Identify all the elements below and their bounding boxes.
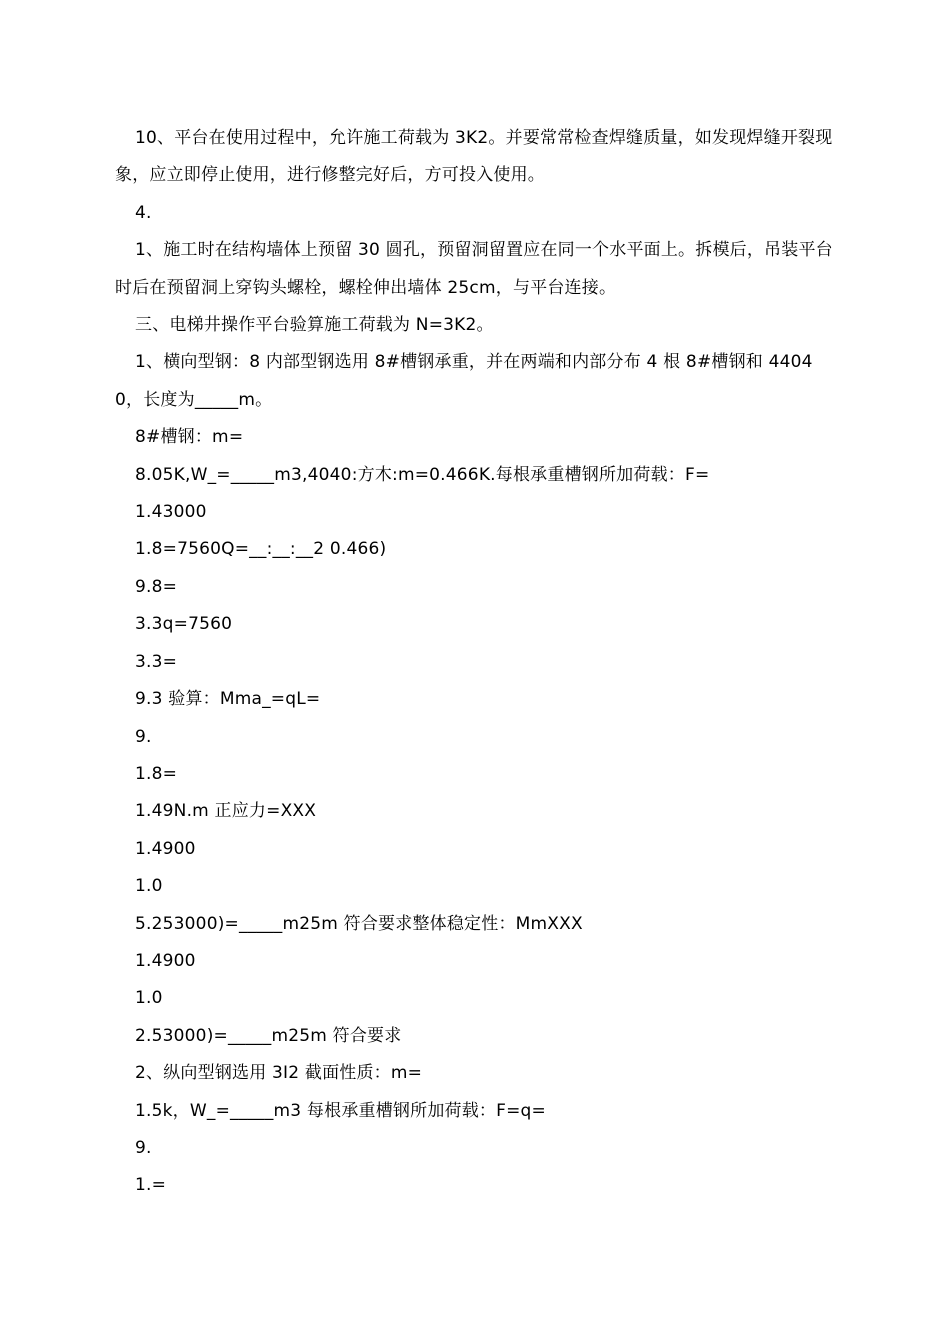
paragraph-9: 1.8=7560Q=__:__:__2 0.466) (135, 539, 387, 560)
paragraph-18: 1.0 (135, 876, 163, 897)
paragraph-6: 8#槽钢：m= (135, 427, 244, 448)
paragraph-7: 8.05K,W_=_____m3,4040:方木:m=0.466K.每根承重槽钢所加荷载：F= (135, 464, 710, 485)
paragraph-12: 3.3= (135, 651, 178, 672)
paragraph-15: 1.8= (135, 763, 178, 784)
paragraph-13: 9.3 验算：Mma_=qL= (135, 689, 321, 710)
paragraph-1: 10、平台在使用过程中，允许施工荷载为 3K2。并要常常检查焊缝质量，如发现焊缝开裂现象，应立即停止使用，进行修整完好后，方可投入使用。 (115, 128, 833, 186)
paragraph-14: 9. (135, 726, 152, 747)
paragraph-4: 三、电梯井操作平台验算施工荷载为 N=3K2。 (135, 315, 494, 336)
paragraph-22: 2.53000)=_____m25m 符合要求 (135, 1025, 402, 1046)
paragraph-25: 9. (135, 1137, 152, 1158)
paragraph-2: 4. (135, 202, 152, 223)
paragraph-11: 3.3q=7560 (135, 614, 233, 635)
paragraph-5: 1、横向型钢：8 内部型钢选用 8#槽钢承重，并在两端和内部分布 4 根 8#槽钢和 44040，长度为_____m。 (115, 352, 813, 410)
document-body (115, 120, 840, 1205)
paragraph-3: 1、施工时在结构墙体上预留 30 圆孔，预留洞留置应在同一个水平面上。拆模后，吊装平台时后在预留洞上穿钩头螺栓，螺栓伸出墙体 25cm，与平台连接。 (115, 240, 833, 298)
paragraph-24: 1.5k，W_=_____m3 每根承重槽钢所加荷载：F=q= (135, 1100, 546, 1121)
paragraph-23: 2、纵向型钢选用 3I2 截面性质：m= (135, 1063, 423, 1084)
paragraph-8: 1.43000 (135, 502, 207, 523)
paragraph-20: 1.4900 (135, 950, 196, 971)
paragraph-21: 1.0 (135, 988, 163, 1009)
paragraph-26: 1.= (135, 1175, 167, 1196)
paragraph-19: 5.253000)=_____m25m 符合要求整体稳定性：MmXXX (135, 913, 583, 934)
paragraph-17: 1.4900 (135, 838, 196, 859)
paragraph-16: 1.49N.m 正应力=XXX (135, 801, 317, 822)
paragraph-10: 9.8= (135, 576, 178, 597)
